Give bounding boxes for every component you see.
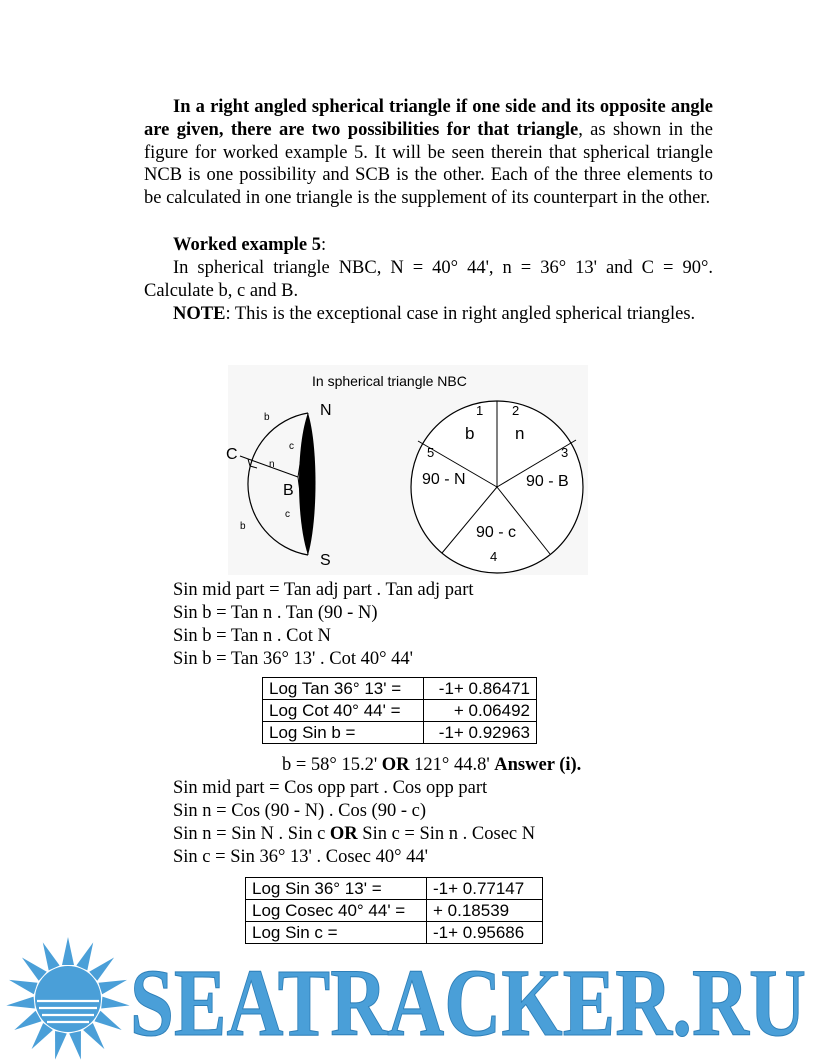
figure-svg (228, 365, 588, 575)
step2-line-2: Sin n = Cos (90 - N) . Cos (90 - c) (173, 801, 426, 821)
step1-line-4: Sin b = Tan 36° 13' . Cot 40° 44' (173, 649, 413, 669)
step2-line-4: Sin c = Sin 36° 13' . Cosec 40° 44' (173, 847, 428, 867)
sector-label-90-B: 90 - B (526, 473, 569, 490)
label-N: N (320, 402, 332, 419)
label-B: B (283, 482, 294, 499)
answer-label: Answer (i). (494, 755, 582, 775)
intro-paragraph (144, 96, 713, 210)
sector-label-b: b (465, 424, 475, 443)
label-c-lower: c (285, 509, 290, 520)
table-cell-value: -1+ 0.77147 (427, 878, 543, 900)
step2-line-3-pre: Sin n = Sin N . Sin c (173, 824, 330, 844)
label-C: C (226, 446, 238, 463)
table-cell-label: Log Tan 36° 13' = (263, 678, 424, 700)
spherical-triangle-figure (228, 365, 588, 575)
step1-line-2: Sin b = Tan n . Tan (90 - N) (173, 603, 378, 623)
sun-logo-icon (6, 937, 131, 1061)
example-statement: In spherical triangle NBC, N = 40° 44', n = 36° 13' and C = 90°. Calculate b, c and B. (144, 258, 713, 301)
watermark-text: SEATRACKER.RU (130, 949, 806, 1056)
table-row (246, 900, 543, 922)
example-heading-text: Worked example 5 (173, 235, 321, 255)
table-cell-label: Log Cosec 40° 44' = (246, 900, 427, 922)
watermark-svg (0, 935, 816, 1056)
label-c-upper: c (289, 441, 294, 452)
table-cell-value: + 0.18539 (427, 900, 543, 922)
table-cell-value: -1+ 0.86471 (424, 678, 537, 700)
log-table-2 (245, 877, 543, 944)
table-cell-label: Log Sin c = (246, 922, 427, 944)
label-S: S (320, 552, 331, 569)
table-cell-label: Log Sin b = (263, 722, 424, 744)
answer-line-1 (282, 754, 581, 777)
table-row (263, 722, 537, 744)
sector-label-90-N: 90 - N (422, 471, 466, 488)
step1-line-1: Sin mid part = Tan adj part . Tan adj part (173, 580, 474, 600)
step2-line-1: Sin mid part = Cos opp part . Cos opp part (173, 778, 488, 798)
step2-line-3-post: Sin c = Sin n . Cosec N (357, 824, 536, 844)
label-n: n (269, 459, 275, 470)
table-row (263, 700, 537, 722)
table-row (263, 678, 537, 700)
step2-line-3 (173, 823, 535, 846)
sector-label-90-c: 90 - c (476, 524, 517, 541)
table-row (246, 878, 543, 900)
table-cell-label: Log Cot 40° 44' = (263, 700, 424, 722)
answer-text-2: 121° 44.8' (409, 755, 495, 775)
table-cell-value: -1+ 0.95686 (427, 922, 543, 944)
example-heading-colon: : (321, 235, 327, 255)
sector-number-1: 1 (476, 403, 484, 418)
step2-line-3-or: OR (329, 824, 358, 844)
table-cell-value: + 0.06492 (424, 700, 537, 722)
sector-number-4: 4 (490, 549, 498, 564)
table-cell-label: Log Sin 36° 13' = (246, 878, 427, 900)
watermark (0, 935, 816, 1056)
sector-number-3: 3 (561, 445, 569, 460)
figure-title: In spherical triangle NBC (312, 373, 467, 389)
answer-or: OR (381, 755, 410, 775)
sector-number-5: 5 (427, 445, 435, 460)
step1-line-3: Sin b = Tan n . Cot N (173, 626, 331, 646)
note-paragraph (144, 303, 713, 326)
log-table-1 (262, 677, 537, 744)
note-label: NOTE (173, 304, 226, 324)
example-heading (173, 234, 326, 257)
intro-bold-text: In a right angled spherical triangle if one side and its opposite angle are given, there are two possibilities for that triangle (144, 97, 713, 140)
label-b-upper: b (264, 412, 270, 423)
sector-label-n: n (515, 424, 525, 443)
label-b-lower: b (240, 521, 246, 532)
note-text: : This is the exceptional case in right angled spherical triangles. (225, 304, 696, 324)
sector-number-2: 2 (512, 403, 520, 418)
answer-text-1: b = 58° 15.2' (282, 755, 382, 775)
table-cell-value: -1+ 0.92963 (424, 722, 537, 744)
intro-rest-text: , as shown in the figure for worked example 5. It will be seen therein that spherical triangle NCB is one possibility and SCB is the other. Each of the three elements to be calculated in one triangle is the supplement of its counterpart in the other. (144, 119, 713, 209)
